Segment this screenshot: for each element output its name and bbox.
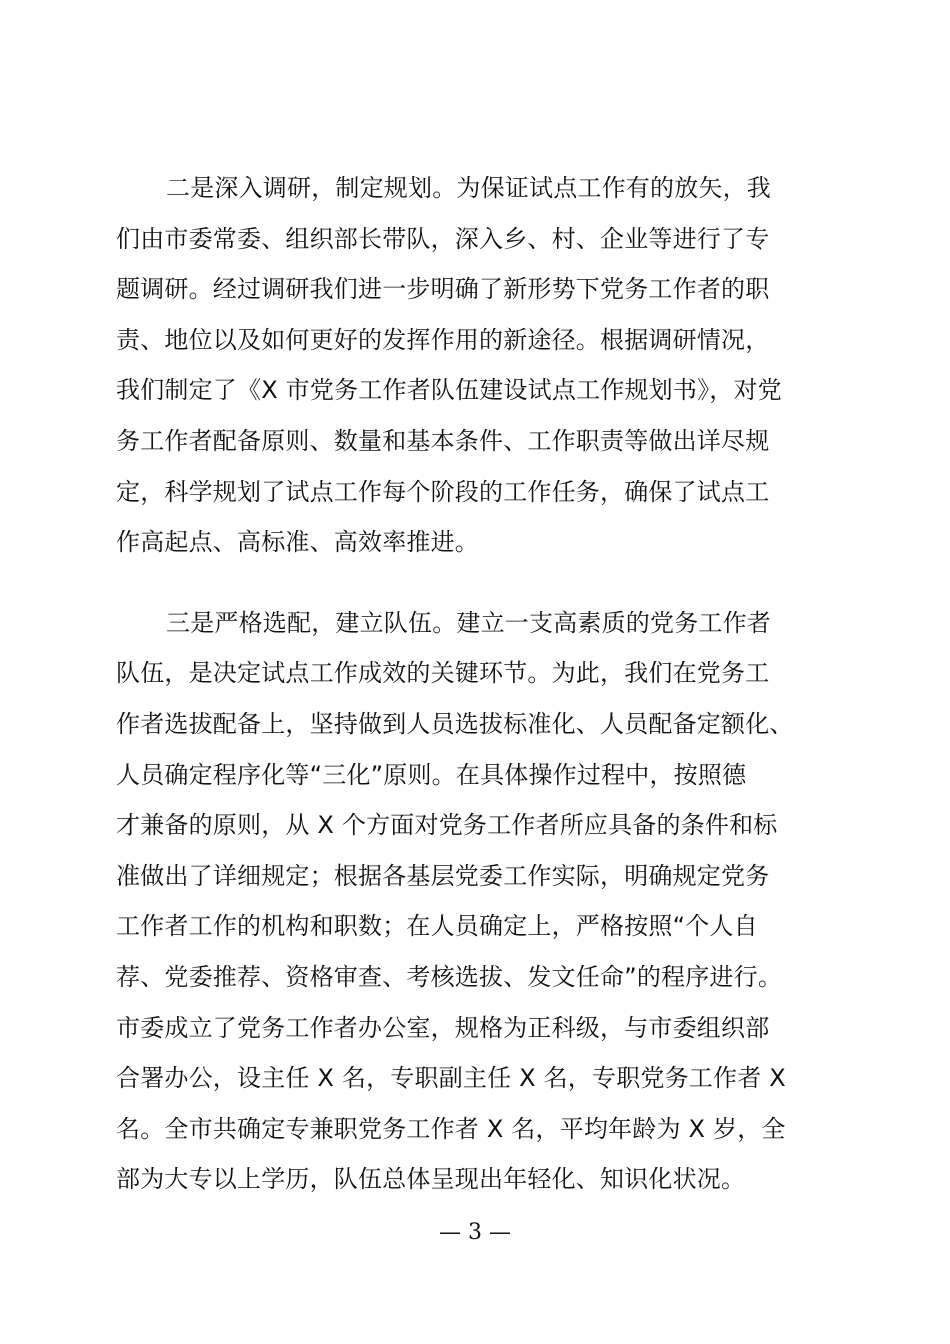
paragraph-spacer xyxy=(116,568,836,598)
text-line: 务工作者配备原则、数量和基本条件、工作职责等做出详尽规 xyxy=(116,426,770,455)
text-line: 才兼备的原则，从 X 个方面对党务工作者所应具备的条件和标 xyxy=(116,811,778,840)
text-line: 名。全市共确定专兼职党务工作者 X 名，平均年龄为 X 岁，全 xyxy=(116,1114,786,1143)
text-line: 荐、党委推荐、资格审查、考核选拔、发文任命”的程序进行。 xyxy=(116,962,783,991)
text-line: 二是深入调研，制定规划。为保证试点工作有的放矢，我 xyxy=(166,174,771,202)
text-line: 市委成立了党务工作者办公室，规格为正科级，与市委组织部 xyxy=(116,1013,770,1042)
text-line: 人员确定程序化等“三化”原则。在具体操作过程中，按照德 xyxy=(116,760,747,789)
document-body xyxy=(116,163,836,1205)
text-line: 准做出了详细规定；根据各基层党委工作实际，明确规定党务 xyxy=(116,861,770,890)
text-line: 三是严格选配，建立队伍。建立一支高素质的党务工作者 xyxy=(166,608,771,637)
text-line: 定，科学规划了试点工作每个阶段的工作任务，确保了试点工 xyxy=(116,477,770,506)
text-line: 队伍，是决定试点工作成效的关键环节。为此，我们在党务工 xyxy=(116,659,770,688)
text-line: 责、地位以及如何更好的发挥作用的新途径。根据调研情况， xyxy=(116,325,770,354)
page-number: — 3 — xyxy=(439,1220,511,1245)
text-line: 作高起点、高标准、高效率推进。 xyxy=(116,528,479,557)
text-line: 工作者工作的机构和职数；在人员确定上，严格按照“个人自 xyxy=(116,912,758,941)
text-line: 们由市委常委、组织部长带队，深入乡、村、企业等进行了专 xyxy=(116,224,770,253)
paragraph-team-building xyxy=(116,598,836,1205)
text-line: 题调研。经过调研我们进一步明确了新形势下党务工作者的职 xyxy=(116,275,770,304)
paragraph-planning xyxy=(116,163,836,568)
text-line: 作者选拔配备上，坚持做到人员选拔标准化、人员配备定额化、 xyxy=(116,709,794,738)
text-line: 合署办公，设主任 X 名，专职副主任 X 名，专职党务工作者 X xyxy=(116,1064,786,1093)
text-line: 我们制定了《X 市党务工作者队伍建设试点工作规划书》，对党 xyxy=(116,376,782,405)
text-line: 部为大专以上学历，队伍总体呈现出年轻化、知识化状况。 xyxy=(116,1165,746,1194)
